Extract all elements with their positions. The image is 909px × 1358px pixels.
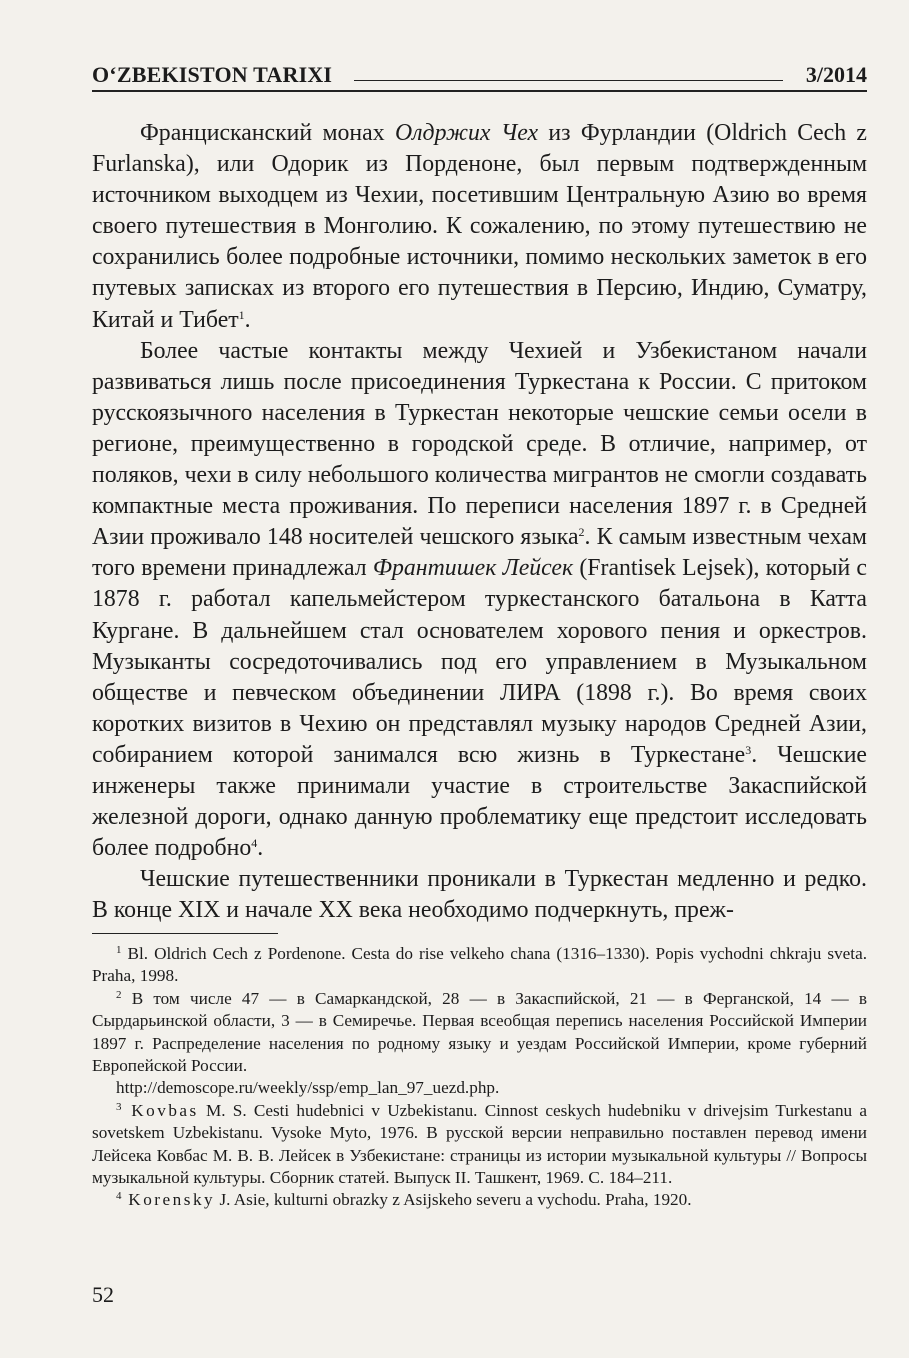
p2-name-italic: Франтишек Лейсек [372,555,574,582]
footnote-3-number: 3 [116,1100,122,1113]
footnote-ref-2[interactable]: 2 [578,525,585,540]
footnote-4-text: J. Asie, kulturni obrazky z Asijskeho severu a vychodu. Praha, 1920. [215,1190,692,1210]
footnote-2-number: 2 [116,988,122,1001]
p1-text-start: Францисканский монах [140,120,395,146]
footnote-4-number: 4 [116,1190,122,1203]
p2-text-b: . К самым известным чехам того времени принадлежал [92,524,867,582]
footnote-ref-4[interactable]: 4 [251,836,258,851]
footnote-3 [92,1100,867,1190]
footnote-4 [92,1189,867,1211]
paragraph-1 [92,118,867,336]
p2-text-d: . Чешские инженеры также принимали участие в строительстве Закаспийской железной дороги, однако данную проблематику еще предстоит исследовать более подробно [92,741,867,862]
footnote-2 [92,988,867,1078]
footnote-separator [92,933,278,934]
article-body [92,118,867,926]
footnote-3-author: Kovbas [121,1100,199,1120]
page-number: 52 [92,1282,114,1307]
footnote-2-text: В том числе 47 — в Самаркандской, 28 — в Закаспийской, 21 — в Ферганской, 14 — в Сырдарьинской области, 3 — в Семиречье. Первая всеобщая перепись населения Российской Империи 1897 г. Распределение населения по родному языку и уездам Российской Империи, кроме губерний Европейской России. [92,988,867,1076]
p1-tail: . [244,306,251,333]
journal-title: O‘ZBEKISTON TARIXI [92,62,333,87]
footnote-ref-3[interactable]: 3 [745,742,752,757]
paragraph-2 [92,336,867,865]
header-rule [354,80,783,81]
footnote-1 [92,943,867,988]
footnote-1-number: 1 [116,944,122,956]
footnote-4-author: Korensky [121,1190,216,1210]
footnote-ref-1[interactable]: 1 [238,307,245,322]
footnote-2-url[interactable]: http://demoscope.ru/weekly/ssp/emp_lan_97_uezd.php. [116,1078,500,1098]
running-header [92,56,867,92]
p2-text-a: Более частые контакты между Чехией и Узбекистаном начали развиваться лишь после присоединения Туркестана к России. С притоком русскоязычного населения в Туркестан некоторые чешские семьи осели в регионе, преимущественно в городской среде. В отличие, например, от поляков, чехи в силу небольшого количества мигрантов не смогли создавать компактные места проживания. По переписи населения 1897 г. в Средней Азии проживало 148 носителей чешского языка [92,337,867,551]
p1-text-end: из Фурландии (Oldrich Cech z Furlanska), или Одорик из Порденоне, был первым подтвержденным источником выходцем из Чехии, посетившим Центральную Азию во время своего путешествия в Монголию. К сожалению, по этому путешествию не сохранились более подробные источники, помимо нескольких заметок в его путевых записках из второго его путешествия в Персию, Индию, Суматру, Китай и Тибет [92,120,867,333]
footnote-3-text: M. S. Cesti hudebnici v Uzbekistanu. Cinnost ceskych hudebniku v drivejsim Turkestanu a sovetskem Uzbekistanu. Vysoke Myto, 1976. В русской версии неправильно поставлен перевод имени Лейсека Ковбас М. В. В. Лейсек в Узбекистане: страницы из истории музыкальной культуры // Вопросы музыкальной культуры. Сборник статей. Выпуск II. Ташкент, 1969. С. 184–211. [92,1100,868,1188]
footnote-1-text: Bl. Oldrich Cech z Pordenone. Cesta do rise velkeho chana (1316–1330). Popis vychodni chkraju sveta. Praha, 1998. [92,944,867,986]
p2-text-e: . [257,835,264,862]
paragraph-3: Чешские путешественники проникали в Туркестан медленно и редко. В конце XIX и начале XX века необходимо подчеркнуть, преж- [92,866,867,924]
p1-name-italic: Олдржих Чех [394,120,539,146]
footnotes [92,943,867,1212]
issue-number: 3/2014 [805,62,867,87]
p2-text-c: (Frantisek Lejsek), который с 1878 г. работал капельмейстером туркестанского батальона в Катта Кургане. В дальнейшем стал основателем хорового пения и оркестров. Музыканты сосредоточивались под его управлением в Музыкальном обществе и певческом объединении ЛИРА (1898 г.). Во время своих коротких визитов в Чехию он представлял музыку народов Средней Азии, собиранием которой занимался всю жизнь в Туркестане [92,555,867,768]
